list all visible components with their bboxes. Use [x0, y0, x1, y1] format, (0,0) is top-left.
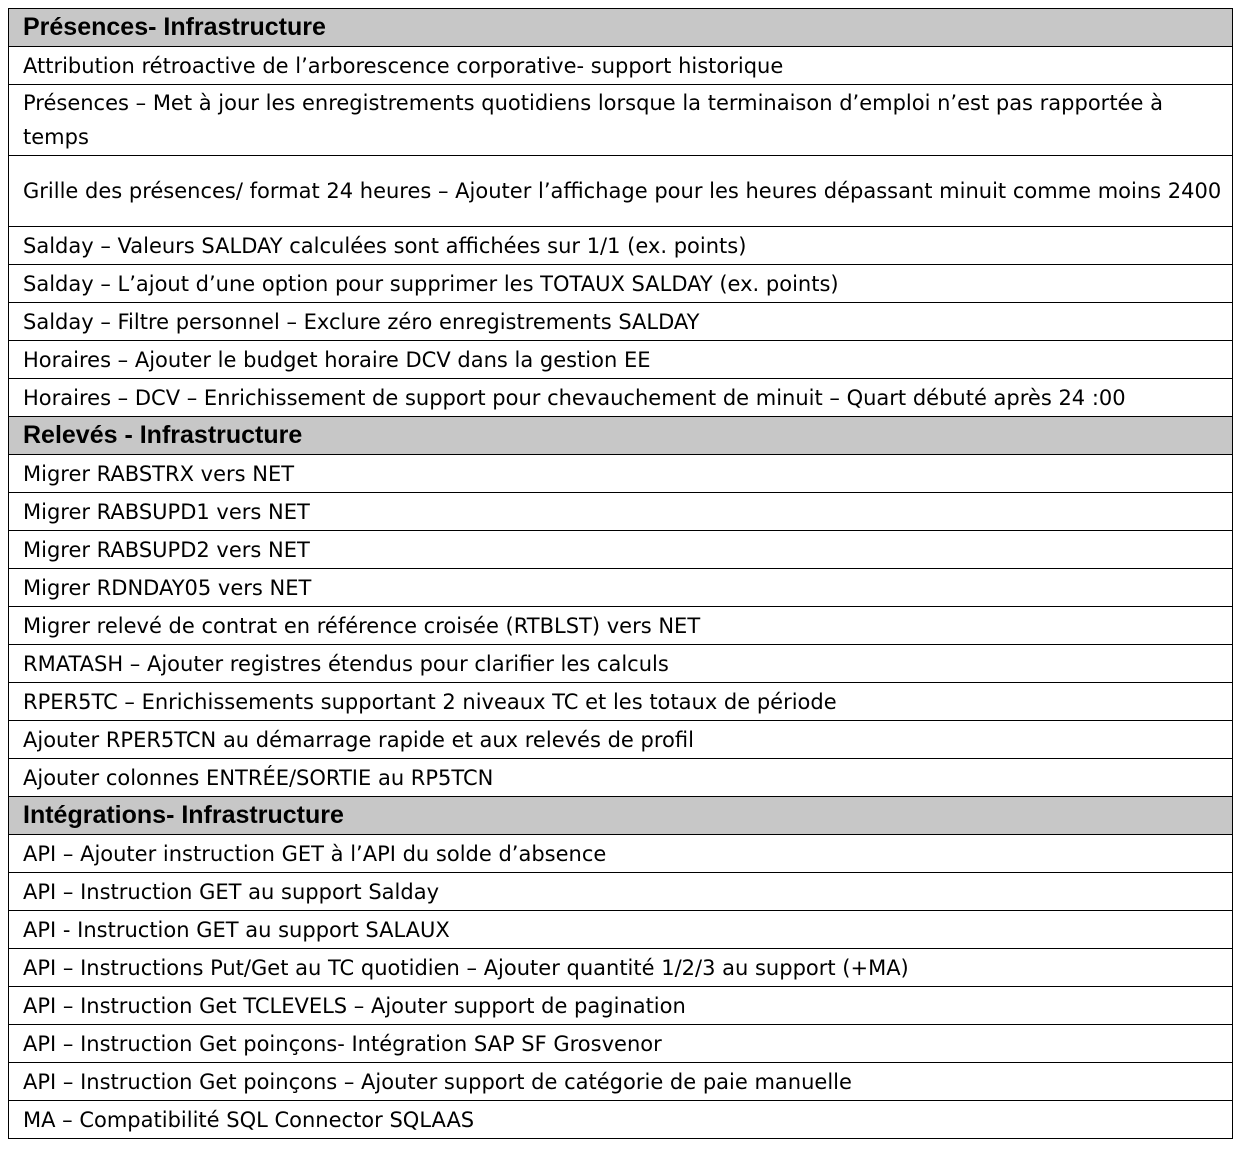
row-text: Migrer RABSUPD2 vers NET	[9, 531, 1233, 569]
row-text: API – Instruction Get poinçons- Intégration SAP SF Grosvenor	[9, 1025, 1233, 1063]
table-row	[9, 379, 1233, 417]
table-row	[9, 455, 1233, 493]
table-row	[9, 949, 1233, 987]
table-row	[9, 341, 1233, 379]
section-header-row	[9, 797, 1233, 835]
table-row	[9, 1063, 1233, 1101]
row-text: API – Instruction Get TCLEVELS – Ajouter support de pagination	[9, 987, 1233, 1025]
section-title: Intégrations- Infrastructure	[9, 797, 1233, 835]
table-row	[9, 303, 1233, 341]
table-row	[9, 683, 1233, 721]
row-text: RPER5TC – Enrichissements supportant 2 niveaux TC et les totaux de période	[9, 683, 1233, 721]
table-row	[9, 911, 1233, 949]
section-title: Relevés - Infrastructure	[9, 417, 1233, 455]
row-text: Salday – L’ajout d’une option pour supprimer les TOTAUX SALDAY (ex. points)	[9, 265, 1233, 303]
infrastructure-table	[8, 8, 1233, 1139]
row-text: Présences – Met à jour les enregistrements quotidiens lorsque la terminaison d’emploi n’est pas rapportée à temps	[9, 85, 1233, 156]
table-row	[9, 987, 1233, 1025]
table-row	[9, 531, 1233, 569]
row-text: MA – Compatibilité SQL Connector SQLAAS	[9, 1101, 1233, 1139]
row-text: Ajouter RPER5TCN au démarrage rapide et aux relevés de profil	[9, 721, 1233, 759]
section-title: Présences- Infrastructure	[9, 9, 1233, 47]
row-text: RMATASH – Ajouter registres étendus pour clarifier les calculs	[9, 645, 1233, 683]
table-row	[9, 759, 1233, 797]
table-row	[9, 156, 1233, 227]
table-row	[9, 721, 1233, 759]
table-row	[9, 1025, 1233, 1063]
row-text: Salday – Filtre personnel – Exclure zéro enregistrements SALDAY	[9, 303, 1233, 341]
table-row	[9, 265, 1233, 303]
row-text: Migrer RDNDAY05 vers NET	[9, 569, 1233, 607]
row-text: Horaires – Ajouter le budget horaire DCV dans la gestion EE	[9, 341, 1233, 379]
table-row	[9, 1101, 1233, 1139]
row-text: API – Instruction Get poinçons – Ajouter support de catégorie de paie manuelle	[9, 1063, 1233, 1101]
row-text: Horaires – DCV – Enrichissement de support pour chevauchement de minuit – Quart débuté après 24 :00	[9, 379, 1233, 417]
table-row	[9, 227, 1233, 265]
table-row	[9, 835, 1233, 873]
table-row	[9, 607, 1233, 645]
row-text: API – Ajouter instruction GET à l’API du solde d’absence	[9, 835, 1233, 873]
table-row	[9, 873, 1233, 911]
section-header-row	[9, 417, 1233, 455]
row-text: Attribution rétroactive de l’arborescence corporative- support historique	[9, 47, 1233, 85]
row-text: API – Instruction GET au support Salday	[9, 873, 1233, 911]
row-text: Migrer RABSUPD1 vers NET	[9, 493, 1233, 531]
table-row	[9, 47, 1233, 85]
row-text: Grille des présences/ format 24 heures – Ajouter l’affichage pour les heures dépassant minuit comme moins 2400	[9, 156, 1233, 227]
section-header-row	[9, 9, 1233, 47]
row-text: Migrer relevé de contrat en référence croisée (RTBLST) vers NET	[9, 607, 1233, 645]
table-row	[9, 645, 1233, 683]
table-row	[9, 85, 1233, 156]
table-row	[9, 569, 1233, 607]
row-text: API - Instruction GET au support SALAUX	[9, 911, 1233, 949]
table-row	[9, 493, 1233, 531]
row-text: Ajouter colonnes ENTRÉE/SORTIE au RP5TCN	[9, 759, 1233, 797]
row-text: Migrer RABSTRX vers NET	[9, 455, 1233, 493]
row-text: API – Instructions Put/Get au TC quotidien – Ajouter quantité 1/2/3 au support (+MA)	[9, 949, 1233, 987]
row-text: Salday – Valeurs SALDAY calculées sont affichées sur 1/1 (ex. points)	[9, 227, 1233, 265]
